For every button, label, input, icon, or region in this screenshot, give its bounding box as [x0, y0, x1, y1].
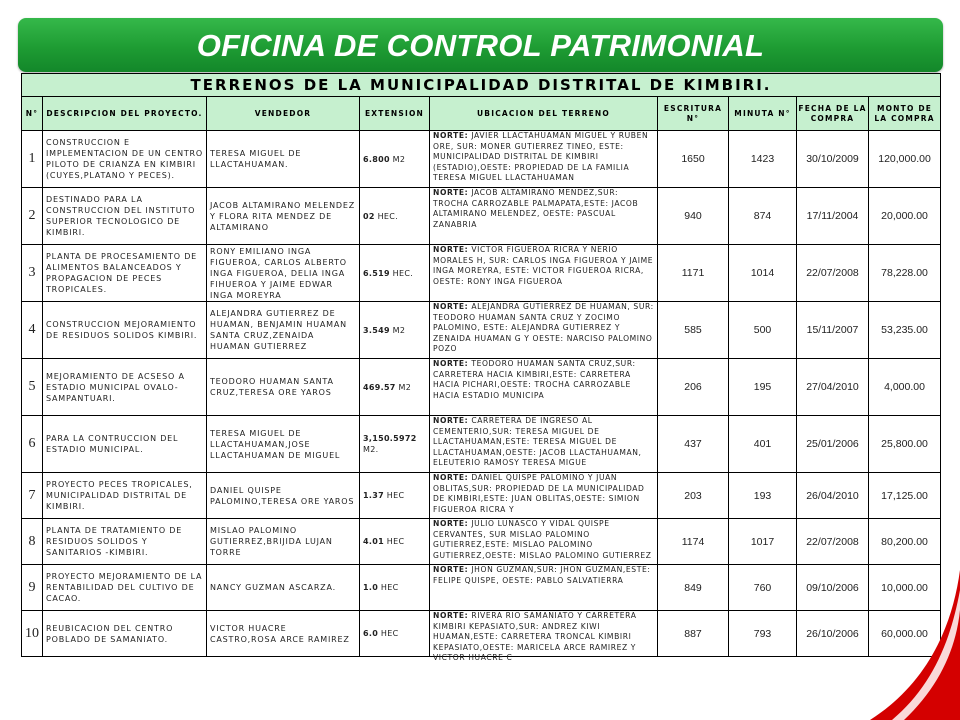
row-fecha: 27/04/2010 [797, 359, 869, 416]
row-descripcion: DESTINADO PARA LA CONSTRUCCION DEL INSTITUTO SUPERIOR TECNOLOGICO DE KIMBIRI. [43, 188, 207, 245]
row-minuta: 500 [729, 302, 797, 359]
row-vendedor: TERESA MIGUEL DE LLACTAHUAMAN,JOSE LLACTAHUAMAN DE MIGUEL [207, 416, 360, 473]
extension-unit: HEC [380, 629, 399, 638]
row-extension [360, 473, 430, 519]
ubicacion-text: JAVIER LLACTAHUAMAN MIGUEL Y RUBEN ORE, SUR: MONER GUTIERREZ TINEO, ESTE: MUNICIPALIDAD DISTRITAL DE KIMBIRI (ESTADIO),OESTE: PROPIEDAD DE LA FAMILIA TERESA MIGUEL LLACTAHUAMAN [433, 131, 649, 182]
ubicacion-label: NORTE: [433, 473, 469, 482]
row-extension [360, 416, 430, 473]
row-fecha: 22/07/2008 [797, 245, 869, 302]
extension-unit: M2 [392, 325, 406, 335]
row-vendedor: MISLAO PALOMINO GUTIERREZ,BRIJIDA LUJAN TORRE [207, 519, 360, 565]
header-vendedor: VENDEDOR [207, 97, 360, 131]
extension-value: 6.519 [363, 268, 390, 278]
row-number: 4 [22, 302, 43, 359]
row-minuta: 793 [729, 611, 797, 657]
row-fecha: 22/07/2008 [797, 519, 869, 565]
row-minuta: 195 [729, 359, 797, 416]
ubicacion-label: NORTE: [433, 302, 469, 311]
header-num: N° [22, 97, 43, 131]
row-vendedor: NANCY GUZMAN ASCARZA. [207, 565, 360, 611]
row-vendedor: TERESA MIGUEL DE LLACTAHUAMAN. [207, 131, 360, 188]
extension-value: 02 [363, 211, 375, 221]
row-descripcion: PLANTA DE TRATAMIENTO DE RESIDUOS SOLIDOS Y SANITARIOS -KIMBIRI. [43, 519, 207, 565]
row-descripcion: PLANTA DE PROCESAMIENTO DE ALIMENTOS BALANCEADOS Y PROPAGACION DE PECES TROPICALES. [43, 245, 207, 302]
row-fecha: 26/10/2006 [797, 611, 869, 657]
row-number: 2 [22, 188, 43, 245]
row-minuta: 874 [729, 188, 797, 245]
table-row [22, 519, 941, 565]
ubicacion-text: JHON GUZMAN,SUR: JHON GUZMAN,ESTE: FELIPE QUISPE, OESTE: PABLO SALVATIERRA [433, 565, 651, 585]
row-ubicacion [430, 611, 658, 662]
ubicacion-label: NORTE: [433, 188, 469, 197]
ubicacion-text: JACOB ALTAMIRANO MENDEZ,SUR: TROCHA CARROZABLE PALMAPATA,ESTE: JACOB ALTAMIRANO MELENDEZ, OESTE: PASCUAL ZANABRIA [433, 188, 639, 229]
row-fecha: 26/04/2010 [797, 473, 869, 519]
extension-value: 6.800 [363, 154, 390, 164]
row-monto: 10,000.00 [869, 565, 941, 611]
row-escritura: 849 [658, 565, 729, 611]
row-fecha: 30/10/2009 [797, 131, 869, 188]
table-row [22, 359, 941, 416]
row-fecha: 17/11/2004 [797, 188, 869, 245]
row-extension [360, 302, 430, 359]
table-row [22, 302, 941, 359]
extension-unit: HEC [386, 537, 405, 546]
extension-unit: HEC. [377, 211, 398, 221]
row-monto: 60,000.00 [869, 611, 941, 657]
row-descripcion: CONSTRUCCION E IMPLEMENTACION DE UN CENTRO PILOTO DE CRIANZA EN KIMBIRI (CUYES,PLATANO Y PECES). [43, 131, 207, 188]
row-escritura: 887 [658, 611, 729, 657]
row-ubicacion [430, 188, 658, 245]
row-escritura: 940 [658, 188, 729, 245]
header-descripcion: DESCRIPCION DEL PROYECTO. [43, 97, 207, 131]
row-vendedor: ALEJANDRA GUTIERREZ DE HUAMAN, BENJAMIN HUAMAN SANTA CRUZ,ZENAIDA HUAMAN GUTIERREZ [207, 302, 360, 359]
row-ubicacion [430, 565, 658, 611]
row-monto: 53,235.00 [869, 302, 941, 359]
row-ubicacion [430, 473, 658, 519]
header-banner [18, 18, 943, 72]
ubicacion-text: JULIO LUNASCO Y VIDAL QUISPE CERVANTES, SUR MISLAO PALOMINO GUTIERREZ,ESTE: MISLAO PALOMINO GUTIERREZ,OESTE: MISLAO PALOMINO GUTIERREZ [433, 519, 652, 560]
table-row [22, 565, 941, 611]
row-ubicacion [430, 416, 658, 473]
ubicacion-label: NORTE: [433, 565, 469, 574]
row-ubicacion [430, 519, 658, 565]
row-minuta: 1017 [729, 519, 797, 565]
row-number: 1 [22, 131, 43, 188]
extension-value: 3.549 [363, 325, 390, 335]
extension-unit: M2. [363, 445, 379, 454]
row-minuta: 401 [729, 416, 797, 473]
row-vendedor: TEODORO HUAMAN SANTA CRUZ,TERESA ORE YAROS [207, 359, 360, 416]
land-registry-table [21, 73, 941, 662]
extension-value: 3,150.5972 [363, 434, 417, 443]
row-number: 5 [22, 359, 43, 416]
row-ubicacion [430, 359, 658, 416]
extension-unit: HEC. [392, 268, 414, 278]
row-descripcion: REUBICACION DEL CENTRO POBLADO DE SAMANIATO. [43, 611, 207, 657]
ubicacion-label: NORTE: [433, 245, 469, 254]
table-row [22, 473, 941, 519]
row-number: 3 [22, 245, 43, 302]
row-monto: 4,000.00 [869, 359, 941, 416]
ubicacion-text: VICTOR FIGUEROA RICRA Y NERIO MORALES H, SUR: CARLOS INGA FIGUEROA Y JAIME INGA MOREYRA, ESTE: VICTOR FIGUEROA RICRA, OESTE: RONY INGA FIGUEROA [433, 245, 654, 286]
header-extension: EXTENSION [360, 97, 430, 131]
extension-value: 4.01 [363, 537, 384, 546]
header-escritura: ESCRITURA N° [658, 97, 729, 131]
header-fecha: FECHA DE LA COMPRA [797, 97, 869, 131]
ubicacion-text: DANIEL QUISPE PALOMINO Y JUAN OBLITAS,SUR: PROPIEDAD DE LA MUNICIPALIDAD DE KIMBIRI,ESTE: JUAN OBLITAS,OESTE: SIMION FIGUEROA RICRA Y [433, 473, 645, 514]
row-ubicacion [430, 131, 658, 188]
row-escritura: 203 [658, 473, 729, 519]
extension-unit: HEC [386, 491, 405, 500]
ubicacion-text: TEODORO HUAMAN SANTA CRUZ,SUR: CARRETERA HACIA KIMBIRI,ESTE: CARRETERA HACIA PICHARI,OESTE: TROCHA CARROZABLE HACIA ESTADIO MUNICIPA [433, 359, 636, 400]
row-extension [360, 519, 430, 565]
ubicacion-label: NORTE: [433, 611, 469, 620]
table-row [22, 188, 941, 245]
row-extension [360, 188, 430, 245]
row-extension [360, 245, 430, 302]
row-minuta: 760 [729, 565, 797, 611]
row-number: 6 [22, 416, 43, 473]
header-minuta: MINUTA N° [729, 97, 797, 131]
row-extension [360, 611, 430, 657]
table-row [22, 611, 941, 657]
row-minuta: 193 [729, 473, 797, 519]
table-title: TERRENOS DE LA MUNICIPALIDAD DISTRITAL DE KIMBIRI. [22, 74, 941, 97]
row-monto: 20,000.00 [869, 188, 941, 245]
row-monto: 25,800.00 [869, 416, 941, 473]
row-extension [360, 565, 430, 611]
ubicacion-label: NORTE: [433, 359, 469, 368]
extension-unit: HEC [380, 583, 399, 592]
row-vendedor: JACOB ALTAMIRANO MELENDEZ Y FLORA RITA MENDEZ DE ALTAMIRANO [207, 188, 360, 245]
row-extension [360, 131, 430, 188]
row-extension [360, 359, 430, 416]
row-monto: 17,125.00 [869, 473, 941, 519]
ubicacion-text: ALEJANDRA GUTIERREZ DE HUAMAN, SUR: TEODORO HUAMAN SANTA CRUZ Y ZOCIMO PALOMINO, ESTE: ALEJANDRA GUTIERREZ Y ZENAIDA HUAMAN G Y OESTE: NARCISO PALOMINO POZO [433, 302, 654, 353]
row-fecha: 25/01/2006 [797, 416, 869, 473]
row-escritura: 585 [658, 302, 729, 359]
ubicacion-label: NORTE: [433, 131, 469, 140]
extension-value: 1.37 [363, 491, 384, 500]
row-minuta: 1423 [729, 131, 797, 188]
ubicacion-label: NORTE: [433, 519, 469, 528]
ubicacion-label: NORTE: [433, 416, 469, 425]
row-vendedor: DANIEL QUISPE PALOMINO,TERESA ORE YAROS [207, 473, 360, 519]
row-descripcion: PARA LA CONTRUCCION DEL ESTADIO MUNICIPAL. [43, 416, 207, 473]
row-escritura: 1171 [658, 245, 729, 302]
row-descripcion: CONSTRUCCION MEJORAMIENTO DE RESIDUOS SOLIDOS KIMBIRI. [43, 302, 207, 359]
row-number: 8 [22, 519, 43, 565]
row-fecha: 09/10/2006 [797, 565, 869, 611]
row-monto: 80,200.00 [869, 519, 941, 565]
page-title: OFICINA DE CONTROL PATRIMONIAL [196, 28, 765, 63]
row-minuta: 1014 [729, 245, 797, 302]
ubicacion-text: CARRETERA DE INGRESO AL CEMENTERIO,SUR: TERESA MIGUEL DE LLACTAHUAMAN,ESTE: TERESA MIGUEL DE LLACTAHUAMAN,OESTE: JACOB LLACTAHUAMAN, ELEUTERIO RAMOSY TERESA MIGUE [433, 416, 642, 467]
row-monto: 120,000.00 [869, 131, 941, 188]
row-vendedor: RONY EMILIANO INGA FIGUEROA, CARLOS ALBERTO INGA FIGUEROA, DELIA INGA FIHUEROA Y JAIME EDWAR INGA MOREYRA [207, 245, 360, 302]
extension-unit: M2 [392, 154, 406, 164]
extension-unit: M2 [398, 382, 412, 392]
row-descripcion: PROYECTO PECES TROPICALES, MUNICIPALIDAD DISTRITAL DE KIMBIRI. [43, 473, 207, 519]
row-fecha: 15/11/2007 [797, 302, 869, 359]
table-row [22, 416, 941, 473]
row-ubicacion [430, 302, 658, 359]
row-vendedor: VICTOR HUACRE CASTRO,ROSA ARCE RAMIREZ [207, 611, 360, 657]
ubicacion-text: RIVERA RIO SAMANIATO Y CARRETERA KIMBIRI KEPASIATO,SUR: ANDREZ KIWI HUAMAN,ESTE: CARRETERA TRONCAL KIMBIRI KEPASIATO,OESTE: MARICELA ARCE RAMIREZ Y VICTOR HUACRE C [433, 611, 637, 662]
row-descripcion: PROYECTO MEJORAMIENTO DE LA RENTABILIDAD DEL CULTIVO DE CACAO. [43, 565, 207, 611]
table-row [22, 131, 941, 188]
extension-value: 6.0 [363, 629, 379, 638]
extension-value: 469.57 [363, 382, 396, 392]
table-header-row [22, 97, 941, 131]
header-monto: MONTO DE LA COMPRA [869, 97, 941, 131]
row-number: 10 [22, 611, 43, 657]
header-ubicacion: UBICACION DEL TERRENO [430, 97, 658, 131]
row-escritura: 437 [658, 416, 729, 473]
row-escritura: 206 [658, 359, 729, 416]
row-monto: 78,228.00 [869, 245, 941, 302]
row-escritura: 1174 [658, 519, 729, 565]
row-descripcion: MEJORAMIENTO DE ACSESO A ESTADIO MUNICIPAL OVALO-SAMPANTUARI. [43, 359, 207, 416]
extension-value: 1.0 [363, 583, 379, 592]
corner-swoosh-decoration [830, 570, 960, 720]
row-escritura: 1650 [658, 131, 729, 188]
row-number: 9 [22, 565, 43, 611]
row-ubicacion [430, 245, 658, 302]
row-number: 7 [22, 473, 43, 519]
table-row [22, 245, 941, 302]
